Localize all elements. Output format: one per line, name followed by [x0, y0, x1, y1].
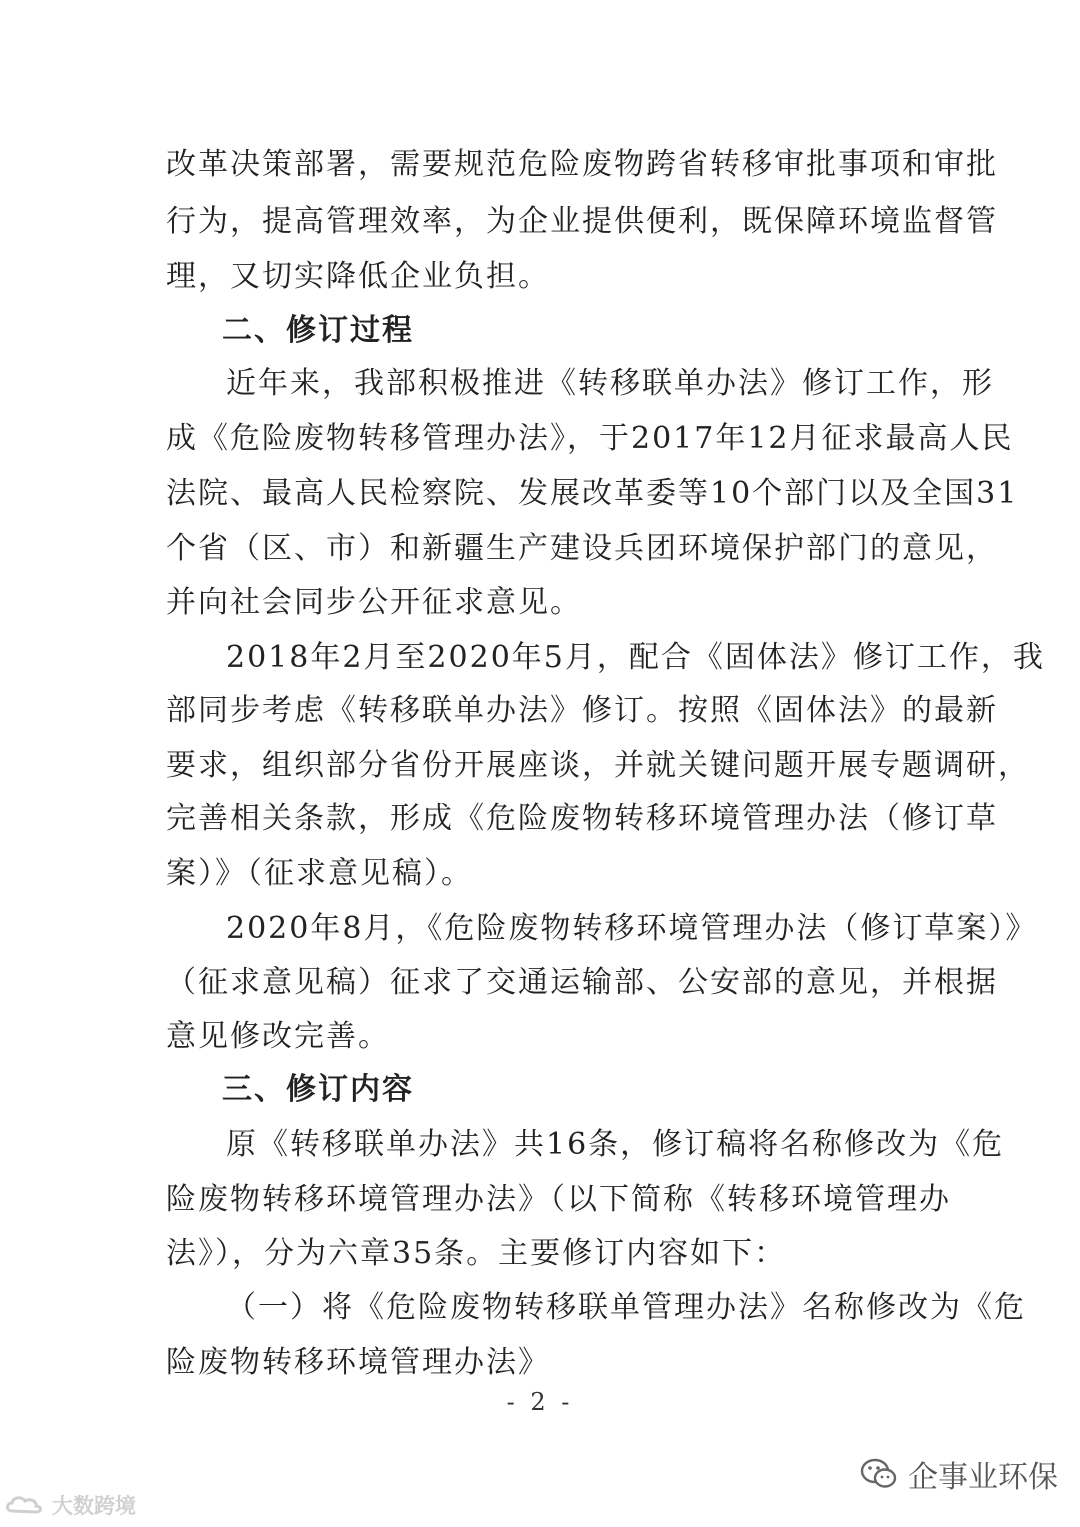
paragraph-line: 2020年8月，《危险废物转移环境管理办法（修订草案）》	[226, 911, 1038, 946]
paragraph-line: 个省（区、市）和新疆生产建设兵团环境保护部门的意见，	[166, 531, 998, 566]
paragraph-line: 部同步考虑《转移联单办法》修订。按照《固体法》的最新	[166, 693, 998, 728]
watermark-left	[4, 1490, 136, 1520]
paragraph-line: （征求意见稿）征求了交通运输部、公安部的意见，并根据	[166, 965, 998, 1000]
paragraph-line: 法》），分为六章35条。主要修订内容如下：	[166, 1236, 787, 1271]
paragraph-line: 近年来，我部积极推进《转移联单办法》修订工作，形	[226, 366, 994, 401]
watermark-right-text: 企事业环保	[908, 1460, 1058, 1495]
section-heading: 三、修订内容	[222, 1072, 414, 1107]
paragraph-line: 险废物转移环境管理办法》	[166, 1345, 550, 1380]
cloud-logo-icon	[4, 1493, 46, 1517]
paragraph-line: 法院、最高人民检察院、发展改革委等10个部门以及全国31	[166, 476, 1019, 511]
subsection-heading: （一）将《危险废物转移联单管理办法》名称修改为《危	[226, 1290, 1026, 1325]
paragraph-line: 完善相关条款，形成《危险废物转移环境管理办法（修订草	[166, 801, 998, 836]
paragraph-line: 理，又切实降低企业负担。	[166, 259, 550, 294]
section-heading: 二、修订过程	[222, 313, 414, 348]
paragraph-line: 并向社会同步公开征求意见。	[166, 585, 582, 620]
watermark-left-text: 大数跨境	[52, 1494, 136, 1518]
paragraph-line: 成《危险废物转移管理办法》，于2017年12月征求最高人民	[166, 421, 1014, 456]
paragraph-line: 原《转移联单办法》共16条，修订稿将名称修改为《危	[226, 1127, 1005, 1162]
page-number: - 2 -	[506, 1388, 574, 1416]
paragraph-line: 险废物转移环境管理办法》（以下简称《转移环境管理办	[166, 1182, 951, 1217]
paragraph-line: 2018年2月至2020年5月，配合《固体法》修订工作，我	[226, 640, 1045, 675]
paragraph-line: 案）》（征求意见稿）。	[166, 856, 473, 891]
paragraph-line: 行为，提高管理效率，为企业提供便利，既保障环境监督管	[166, 204, 998, 239]
paragraph-line: 意见修改完善。	[166, 1019, 390, 1054]
wechat-icon	[860, 1457, 898, 1491]
watermark-right	[860, 1452, 1058, 1496]
paragraph-line: 改革决策部署，需要规范危险废物跨省转移审批事项和审批	[166, 147, 998, 182]
paragraph-line: 要求，组织部分省份开展座谈，并就关键问题开展专题调研，	[166, 748, 1030, 783]
